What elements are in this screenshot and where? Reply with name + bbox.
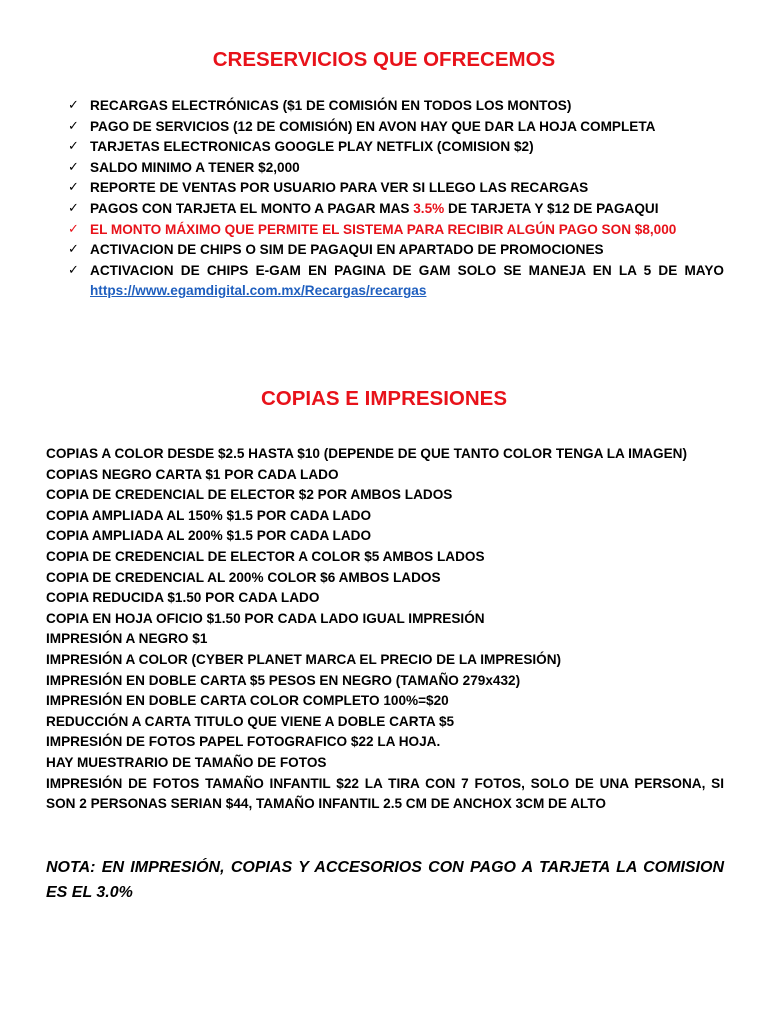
check-icon: ✓ xyxy=(68,221,79,237)
max-amount-text: EL MONTO MÁXIMO QUE PERMITE EL SISTEMA PARA RECIBIR ALGÚN PAGO SON $8,000 xyxy=(90,221,677,237)
check-icon: ✓ xyxy=(68,242,79,258)
copies-line: COPIA EN HOJA OFICIO $1.50 POR CADA LADO IGUAL IMPRESIÓN xyxy=(46,610,485,626)
check-icon: ✓ xyxy=(68,262,79,278)
card-fee-highlight: 3.5% xyxy=(413,200,445,216)
list-item xyxy=(68,240,724,261)
copies-line: HAY MUESTRARIO DE TAMAÑO DE FOTOS xyxy=(46,754,327,770)
copies-line: IMPRESIÓN A COLOR (CYBER PLANET MARCA EL PRECIO DE LA IMPRESIÓN) xyxy=(46,651,562,667)
copies-line: COPIA DE CREDENCIAL DE ELECTOR $2 POR AMBOS LADOS xyxy=(46,487,453,503)
services-title: CRESERVICIOS QUE OFRECEMOS xyxy=(212,48,556,71)
copies-line: COPIA AMPLIADA AL 200% $1.5 POR CADA LADO xyxy=(46,528,372,544)
check-icon: ✓ xyxy=(68,139,79,155)
card-payment-text-end: DE TARJETA Y $12 DE PAGAQUI xyxy=(444,200,659,216)
list-item-warning xyxy=(68,220,724,241)
chips-egam-text: ACTIVACION DE CHIPS E-GAM EN PAGINA DE GAM SOLO SE MANEJA EN LA 5 DE MAYO xyxy=(90,262,724,278)
copies-line: COPIA AMPLIADA AL 150% $1.5 POR CADA LADO xyxy=(46,507,372,523)
list-item-text: RECARGAS ELECTRÓNICAS ($1 DE COMISIÓN EN TODOS LOS MONTOS) xyxy=(90,98,572,113)
copies-line: COPIA DE CREDENCIAL AL 200% COLOR $6 AMBOS LADOS xyxy=(46,569,441,585)
list-item xyxy=(68,137,724,158)
copies-line: COPIA REDUCIDA $1.50 POR CADA LADO xyxy=(46,590,320,606)
check-icon: ✓ xyxy=(68,98,79,113)
list-item-text: ACTIVACION DE CHIPS O SIM DE PAGAQUI EN APARTADO DE PROMOCIONES xyxy=(90,242,604,258)
list-item xyxy=(68,261,724,302)
check-icon: ✓ xyxy=(68,200,79,216)
list-item-text: TARJETAS ELECTRONICAS GOOGLE PLAY NETFLIX (COMISION $2) xyxy=(90,139,534,155)
card-fee-note: NOTA: EN IMPRESIÓN, COPIAS Y ACCESORIOS CON PAGO A TARJETA LA COMISION ES EL 3.0% xyxy=(46,859,724,901)
check-icon: ✓ xyxy=(68,118,79,134)
list-item xyxy=(68,178,724,199)
copies-title: COPIAS E IMPRESIONES xyxy=(260,387,508,410)
check-icon: ✓ xyxy=(68,159,79,175)
copies-line: IMPRESIÓN A NEGRO $1 xyxy=(46,631,208,647)
services-list xyxy=(68,96,724,302)
copies-line: COPIAS NEGRO CARTA $1 POR CADA LADO xyxy=(46,466,339,482)
list-item xyxy=(68,96,724,117)
copies-line: IMPRESIÓN EN DOBLE CARTA COLOR COMPLETO 100%=$20 xyxy=(46,693,449,709)
copies-line: IMPRESIÓN EN DOBLE CARTA $5 PESOS EN NEGRO (TAMAÑO 279x432) xyxy=(46,672,521,688)
copies-line: IMPRESIÓN DE FOTOS TAMAÑO INFANTIL $22 LA TIRA CON 7 FOTOS, SOLO DE UNA PERSONA, SI SON 2 PERSONAS SERIAN $44, TAMAÑO INFANTIL 2.5 CM DE ANCHOX 3CM DE ALTO xyxy=(46,775,724,812)
egam-link[interactable]: https://www.egamdigital.com.mx/Recargas/recargas xyxy=(90,283,427,299)
list-item xyxy=(68,158,724,179)
list-item xyxy=(68,117,724,138)
copies-line: IMPRESIÓN DE FOTOS PAPEL FOTOGRAFICO $22 LA HOJA. xyxy=(46,734,441,750)
list-item xyxy=(68,199,724,220)
list-item-text: REPORTE DE VENTAS POR USUARIO PARA VER SI LLEGO LAS RECARGAS xyxy=(90,180,589,196)
copies-line: REDUCCIÓN A CARTA TITULO QUE VIENE A DOBLE CARTA $5 xyxy=(46,713,455,729)
check-icon: ✓ xyxy=(68,180,79,196)
list-item-text: SALDO MINIMO A TENER $2,000 xyxy=(90,159,300,175)
copies-line: COPIA DE CREDENCIAL DE ELECTOR A COLOR $5 AMBOS LADOS xyxy=(46,548,485,564)
copies-line: COPIAS A COLOR DESDE $2.5 HASTA $10 (DEPENDE DE QUE TANTO COLOR TENGA LA IMAGEN) xyxy=(46,446,687,461)
copies-list xyxy=(46,444,724,815)
card-payment-text: PAGOS CON TARJETA EL MONTO A PAGAR MAS xyxy=(90,200,414,216)
list-item-text: PAGO DE SERVICIOS (12 DE COMISIÓN) EN AVON HAY QUE DAR LA HOJA COMPLETA xyxy=(90,118,656,134)
